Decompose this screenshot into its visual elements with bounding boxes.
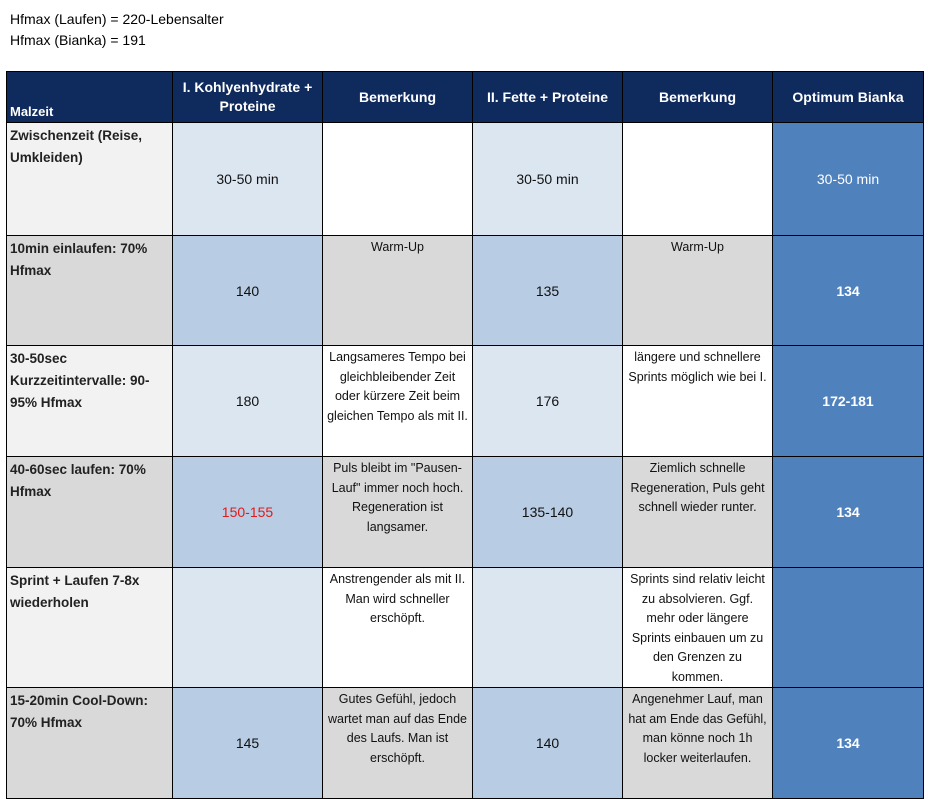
table-row — [7, 688, 924, 799]
fett-value — [473, 568, 623, 688]
fett-value: 135-140 — [473, 457, 623, 568]
col-header-malzeit: Malzeit — [7, 72, 173, 123]
bemerkung-2: Angenehmer Lauf, man hat am Ende das Gefühl, man könne noch 1h locker weiterlaufen. — [623, 688, 773, 799]
col-header-kohlenhydrate: I. Kohlyenhydrate + Proteine — [173, 72, 323, 123]
bemerkung-2 — [623, 123, 773, 236]
intro-notes — [10, 9, 224, 51]
optimum-value: 134 — [773, 457, 924, 568]
kh-value: 30-50 min — [173, 123, 323, 236]
fett-value: 135 — [473, 236, 623, 346]
row-label: 30-50sec Kurzzeitintervalle: 90-95% Hfmax — [7, 346, 173, 457]
table-header-row — [7, 72, 924, 123]
bemerkung-2: Ziemlich schnelle Regeneration, Puls geht schnell wieder runter. — [623, 457, 773, 568]
hfmax-formula: Hfmax (Laufen) = 220-Lebensalter — [10, 11, 224, 27]
bemerkung-1: Anstrengender als mit II. Man wird schneller erschöpft. — [323, 568, 473, 688]
kh-value: 150-155 — [173, 457, 323, 568]
bemerkung-1: Gutes Gefühl, jedoch wartet man auf das Ende des Laufs. Man ist erschöpft. — [323, 688, 473, 799]
bemerkung-1: Langsameres Tempo bei gleichbleibender Zeit oder kürzere Zeit beim gleichen Tempo als mit II. — [323, 346, 473, 457]
optimum-value: 134 — [773, 236, 924, 346]
table-row — [7, 346, 924, 457]
table-row — [7, 457, 924, 568]
training-table — [6, 71, 924, 799]
fett-value: 30-50 min — [473, 123, 623, 236]
table-row — [7, 568, 924, 688]
bemerkung-1 — [323, 123, 473, 236]
bemerkung-2: Sprints sind relativ leicht zu absolvieren. Ggf. mehr oder längere Sprints einbauen um zu den Grenzen zu kommen. — [623, 568, 773, 688]
fett-value: 176 — [473, 346, 623, 457]
kh-value: 140 — [173, 236, 323, 346]
col-header-optimum: Optimum Bianka — [773, 72, 924, 123]
kh-value: 145 — [173, 688, 323, 799]
row-label: 15-20min Cool-Down: 70% Hfmax — [7, 688, 173, 799]
optimum-value: 134 — [773, 688, 924, 799]
row-label: 40-60sec laufen: 70% Hfmax — [7, 457, 173, 568]
table-row — [7, 123, 924, 236]
col-header-bemerkung-1: Bemerkung — [323, 72, 473, 123]
fett-value: 140 — [473, 688, 623, 799]
hfmax-bianka: Hfmax (Bianka) = 191 — [10, 32, 146, 48]
col-header-bemerkung-2: Bemerkung — [623, 72, 773, 123]
table-row — [7, 236, 924, 346]
bemerkung-1: Warm-Up — [323, 236, 473, 346]
bemerkung-2: längere und schnellere Sprints möglich wie bei I. — [623, 346, 773, 457]
row-label: Sprint + Laufen 7-8x wiederholen — [7, 568, 173, 688]
row-label: Zwischenzeit (Reise, Umkleiden) — [7, 123, 173, 236]
kh-value — [173, 568, 323, 688]
optimum-value: 30-50 min — [773, 123, 924, 236]
kh-value: 180 — [173, 346, 323, 457]
optimum-value — [773, 568, 924, 688]
optimum-value: 172-181 — [773, 346, 924, 457]
bemerkung-1: Puls bleibt im "Pausen-Lauf" immer noch hoch. Regeneration ist langsamer. — [323, 457, 473, 568]
bemerkung-2: Warm-Up — [623, 236, 773, 346]
col-header-fette: II. Fette + Proteine — [473, 72, 623, 123]
row-label: 10min einlaufen: 70% Hfmax — [7, 236, 173, 346]
